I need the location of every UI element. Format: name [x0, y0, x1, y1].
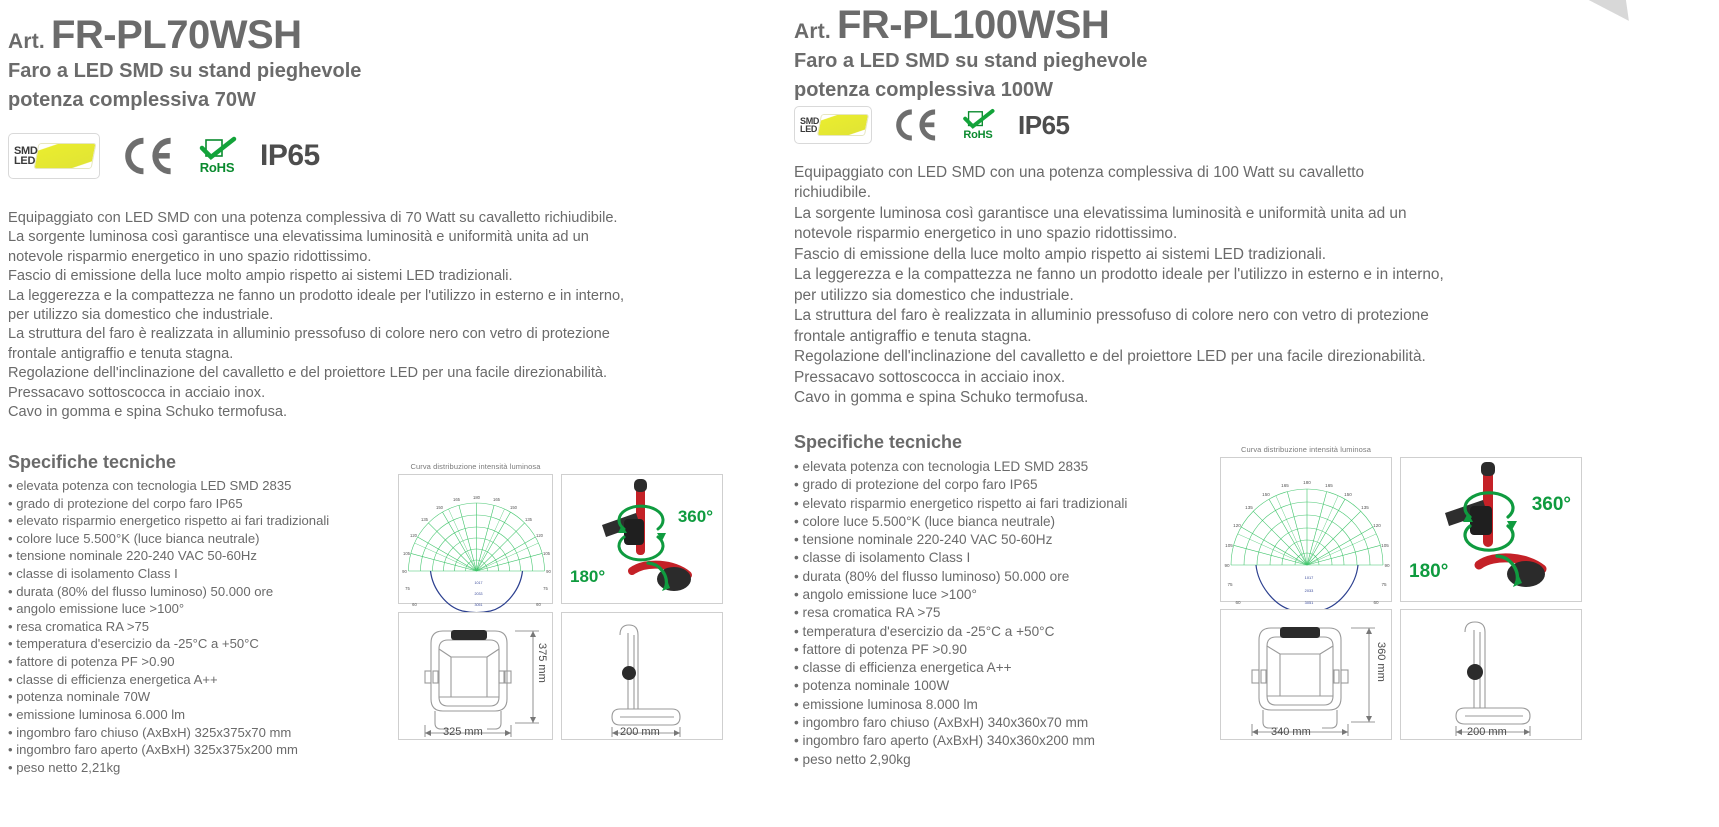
spec-item: • durata (80% del flusso luminoso) 50.000 ore — [8, 583, 329, 601]
svg-text:120: 120 — [1373, 523, 1381, 528]
spec-list-right — [794, 458, 1127, 769]
certification-badges-left — [8, 133, 320, 179]
desc-line: Regolazione dell'inclinazione del cavalletto e del proiettore LED per una facile direzionabilità. — [8, 365, 608, 382]
spec-item: • tensione nominale 220-240 VAC 50-60Hz — [8, 547, 329, 565]
product-block-fr-pl100wsh — [786, 0, 1719, 827]
product-subtitle-line1: Faro a LED SMD su stand pieghevole — [794, 50, 1148, 72]
spec-item: • classe di efficienza energetica A++ — [794, 659, 1127, 677]
led-label: LED — [800, 124, 818, 134]
spec-item: • elevata potenza con tecnologia LED SMD 2835 — [8, 477, 329, 495]
svg-text:60: 60 — [1235, 600, 1241, 605]
side-width-dimension-right: 200 mm — [1467, 726, 1507, 738]
product-description-right — [794, 163, 1714, 409]
svg-text:105: 105 — [1381, 543, 1389, 548]
svg-text:165: 165 — [1325, 483, 1333, 488]
article-code: FR-PL100WSH — [836, 3, 1110, 47]
svg-text:135: 135 — [1245, 505, 1253, 510]
product-subtitle-line2: potenza complessiva 70W — [8, 88, 256, 111]
svg-text:120: 120 — [410, 533, 417, 538]
spec-item: • elevato risparmio energetico rispetto ai fari tradizionali — [8, 512, 329, 530]
spec-item: • emissione luminosa 8.000 lm — [794, 696, 1127, 714]
svg-text:1017: 1017 — [474, 581, 483, 585]
spec-item: • resa cromatica RA >75 — [794, 604, 1127, 622]
desc-line: La leggerezza e la compattezza ne fanno un prodotto ideale per l'utilizzo in esterno e in interno, — [794, 266, 1444, 284]
svg-text:165: 165 — [453, 497, 460, 502]
spec-item: • ingombro faro aperto (AxBxH) 340x360x200 mm — [794, 732, 1127, 750]
article-code: FR-PL70WSH — [50, 13, 302, 57]
spec-item: • fattore di potenza PF >0.90 — [794, 641, 1127, 659]
desc-line: Equipaggiato con LED SMD con una potenza complessiva di 100 Watt su cavalletto — [794, 164, 1365, 181]
desc-line: richiudibile. — [794, 184, 871, 202]
smd-led-icon — [794, 106, 872, 144]
spec-item: • elevato risparmio energetico rispetto ai fari tradizionali — [794, 495, 1127, 513]
side-dimension-box-right — [1400, 609, 1582, 740]
desc-line: La leggerezza e la compattezza ne fanno un prodotto ideale per l'utilizzo in esterno e in interno, — [8, 287, 625, 304]
polar-chart-box-left — [398, 474, 553, 607]
side-width-dimension-left: 200 mm — [620, 726, 660, 738]
rotation-180-label: 180° — [1409, 561, 1449, 582]
article-line — [8, 14, 361, 56]
svg-text:165: 165 — [1281, 483, 1289, 488]
desc-line: La struttura del faro è realizzata in alluminio pressofuso di colore nero con vetro di protezione — [794, 307, 1429, 325]
desc-line: La sorgente luminosa così garantisce una elevatissima luminosità e uniformità unita ad un — [8, 229, 589, 246]
spec-item: • emissione luminosa 6.000 lm — [8, 706, 329, 724]
front-width-dimension-left: 325 mm — [443, 726, 483, 738]
front-width-dimension-right: 340 mm — [1271, 726, 1311, 738]
svg-text:90: 90 — [1224, 563, 1230, 568]
svg-text:105: 105 — [403, 551, 410, 556]
ce-mark-icon — [118, 135, 174, 177]
rohs-icon — [192, 138, 242, 175]
desc-line: frontale antigraffio e tenuta stagna. — [8, 345, 234, 362]
spec-item: • colore luce 5.500°K (luce bianca neutrale) — [794, 513, 1127, 531]
led-label: LED — [14, 155, 36, 167]
desc-line: per utilizzo sia domestico che industriale. — [8, 307, 274, 324]
spec-item: • tensione nominale 220-240 VAC 50-60Hz — [794, 531, 1127, 549]
spec-item: • peso netto 2,21kg — [8, 759, 329, 777]
svg-text:75: 75 — [543, 586, 548, 591]
smd-label: SMD — [800, 115, 820, 126]
front-dimension-box-left — [398, 612, 553, 740]
svg-text:150: 150 — [510, 505, 517, 510]
side-dimension-drawing-right — [1401, 610, 1583, 741]
product-header-left — [8, 14, 361, 113]
product-subtitle-line2: potenza complessiva 100W — [794, 78, 1053, 101]
svg-text:90: 90 — [402, 569, 407, 574]
svg-text:135: 135 — [525, 517, 532, 522]
rohs-label: RoHS — [199, 159, 235, 175]
product-block-fr-pl70wsh — [0, 0, 790, 827]
svg-text:180: 180 — [473, 495, 480, 500]
rotation-photo-box-right — [1400, 457, 1582, 602]
svg-text:120: 120 — [536, 533, 543, 538]
spec-item: • grado di protezione del corpo faro IP65 — [794, 476, 1127, 494]
svg-text:60: 60 — [536, 602, 541, 607]
spec-item: • angolo emissione luce >100° — [794, 586, 1127, 604]
svg-text:60: 60 — [1373, 600, 1379, 605]
svg-text:75: 75 — [1381, 582, 1387, 587]
desc-line: Pressacavo sottoscocca in acciaio inox. — [8, 384, 266, 401]
spec-item: • durata (80% del flusso luminoso) 50.000 ore — [794, 568, 1127, 586]
spec-title-left: Specifiche tecniche — [8, 452, 177, 472]
svg-text:135: 135 — [421, 517, 428, 522]
spec-item: • grado di protezione del corpo faro IP65 — [8, 495, 329, 513]
polar-chart-left — [399, 475, 554, 605]
rotation-360-label: 360° — [677, 507, 713, 526]
rohs-icon — [956, 110, 1000, 141]
front-dimension-box-right — [1220, 609, 1392, 740]
polar-chart-right — [1221, 458, 1393, 603]
desc-line: Regolazione dell'inclinazione del cavalletto e del proiettore LED per una facile direzionabilità. — [794, 348, 1426, 366]
desc-line: La sorgente luminosa così garantisce una elevatissima luminosità e uniformità unita ad un — [794, 204, 1407, 222]
svg-text:150: 150 — [1344, 492, 1352, 497]
polar-chart-caption-right: Curva distribuzione intensità luminosa — [1240, 445, 1372, 454]
spec-item: • classe di isolamento Class I — [8, 565, 329, 583]
front-dimension-drawing-left — [399, 613, 554, 741]
svg-text:60: 60 — [412, 602, 417, 607]
svg-text:165: 165 — [493, 497, 500, 502]
spec-item: • ingombro faro chiuso (AxBxH) 340x360x70 mm — [794, 714, 1127, 732]
svg-text:105: 105 — [543, 551, 550, 556]
side-dimension-box-left — [561, 612, 723, 740]
product-subtitle-line1: Faro a LED SMD su stand pieghevole — [8, 60, 362, 82]
spec-list-left — [8, 477, 329, 776]
led-chip-shape — [817, 114, 869, 136]
smd-label: SMD — [14, 144, 38, 157]
spec-item: • classe di efficienza energetica A++ — [8, 671, 329, 689]
svg-text:75: 75 — [1227, 582, 1233, 587]
desc-line: per utilizzo sia domestico che industriale. — [794, 286, 1074, 304]
ip-rating-label: IP65 — [1018, 109, 1070, 140]
svg-text:180: 180 — [1303, 480, 1311, 485]
svg-text:3051: 3051 — [474, 603, 483, 607]
side-dimension-drawing-left — [562, 613, 724, 741]
desc-line: Cavo in gomma e spina Schuko termofusa. — [8, 404, 288, 421]
spec-item: • elevata potenza con tecnologia LED SMD 2835 — [794, 458, 1127, 476]
spec-item: • colore luce 5.500°K (luce bianca neutrale) — [8, 530, 329, 548]
spec-item: • classe di isolamento Class I — [794, 549, 1127, 567]
rotation-360-label: 360° — [1531, 494, 1571, 515]
desc-line: notevole risparmio energetico in uno spazio ridottissimo. — [8, 248, 372, 265]
desc-line: Cavo in gomma e spina Schuko termofusa. — [794, 389, 1089, 407]
rotation-180-label: 180° — [570, 567, 606, 586]
ip-rating-label: IP65 — [260, 139, 320, 172]
desc-line: notevole risparmio energetico in uno spazio ridottissimo. — [794, 225, 1178, 243]
svg-text:150: 150 — [1262, 492, 1270, 497]
product-description-left — [8, 209, 778, 422]
rotation-photo-box-left — [561, 474, 723, 604]
desc-line: Pressacavo sottoscocca in acciaio inox. — [794, 368, 1066, 386]
desc-line: Fascio di emissione della luce molto ampio rispetto ai sistemi LED tradizionali. — [8, 268, 513, 285]
svg-text:1017: 1017 — [1304, 575, 1314, 580]
front-dimension-drawing-right — [1221, 610, 1393, 741]
spec-item: • resa cromatica RA >75 — [8, 618, 329, 636]
svg-text:3051: 3051 — [1304, 600, 1314, 605]
desc-line: frontale antigraffio e tenuta stagna. — [794, 327, 1032, 345]
spec-item: • fattore di potenza PF >0.90 — [8, 653, 329, 671]
svg-text:120: 120 — [1233, 523, 1241, 528]
spec-item: • potenza nominale 70W — [8, 688, 329, 706]
smd-led-icon — [8, 133, 100, 179]
certification-badges-right — [794, 106, 1070, 144]
spec-item: • temperatura d'esercizio da -25°C a +50°C — [8, 635, 329, 653]
desc-line: Equipaggiato con LED SMD con una potenza complessiva di 70 Watt su cavalletto richiudibile. — [8, 210, 618, 226]
spec-item: • temperatura d'esercizio da -25°C a +50°C — [794, 623, 1127, 641]
front-height-dimension-right: 360 mm — [1375, 642, 1387, 682]
rohs-label: RoHS — [963, 128, 993, 141]
spec-item: • potenza nominale 100W — [794, 677, 1127, 695]
desc-line: Fascio di emissione della luce molto ampio rispetto ai sistemi LED tradizionali. — [794, 245, 1327, 263]
spec-item: • ingombro faro aperto (AxBxH) 325x375x200 mm — [8, 741, 329, 759]
svg-text:90: 90 — [546, 569, 551, 574]
ce-mark-icon — [890, 107, 938, 143]
spec-item: • angolo emissione luce >100° — [8, 600, 329, 618]
article-line — [794, 4, 1147, 46]
article-prefix: Art. — [8, 30, 45, 53]
polar-chart-caption-left: Curva distribuzione intensità luminosa — [410, 462, 541, 471]
svg-text:75: 75 — [405, 586, 410, 591]
svg-text:2033: 2033 — [474, 592, 483, 596]
spec-item: • peso netto 2,90kg — [794, 751, 1127, 769]
article-prefix: Art. — [794, 20, 831, 43]
spec-item: • ingombro faro chiuso (AxBxH) 325x375x70 mm — [8, 724, 329, 742]
desc-line: La struttura del faro è realizzata in alluminio pressofuso di colore nero con vetro di protezione — [8, 326, 610, 343]
led-chip-shape — [33, 143, 96, 169]
svg-text:90: 90 — [1384, 563, 1390, 568]
svg-text:135: 135 — [1361, 505, 1369, 510]
spec-title-right: Specifiche tecniche — [794, 432, 963, 452]
svg-text:150: 150 — [436, 505, 443, 510]
product-header-right — [794, 4, 1147, 103]
front-height-dimension-left: 375 mm — [536, 643, 548, 683]
svg-text:105: 105 — [1225, 543, 1233, 548]
svg-text:2033: 2033 — [1304, 588, 1314, 593]
polar-chart-box-right — [1220, 457, 1392, 605]
